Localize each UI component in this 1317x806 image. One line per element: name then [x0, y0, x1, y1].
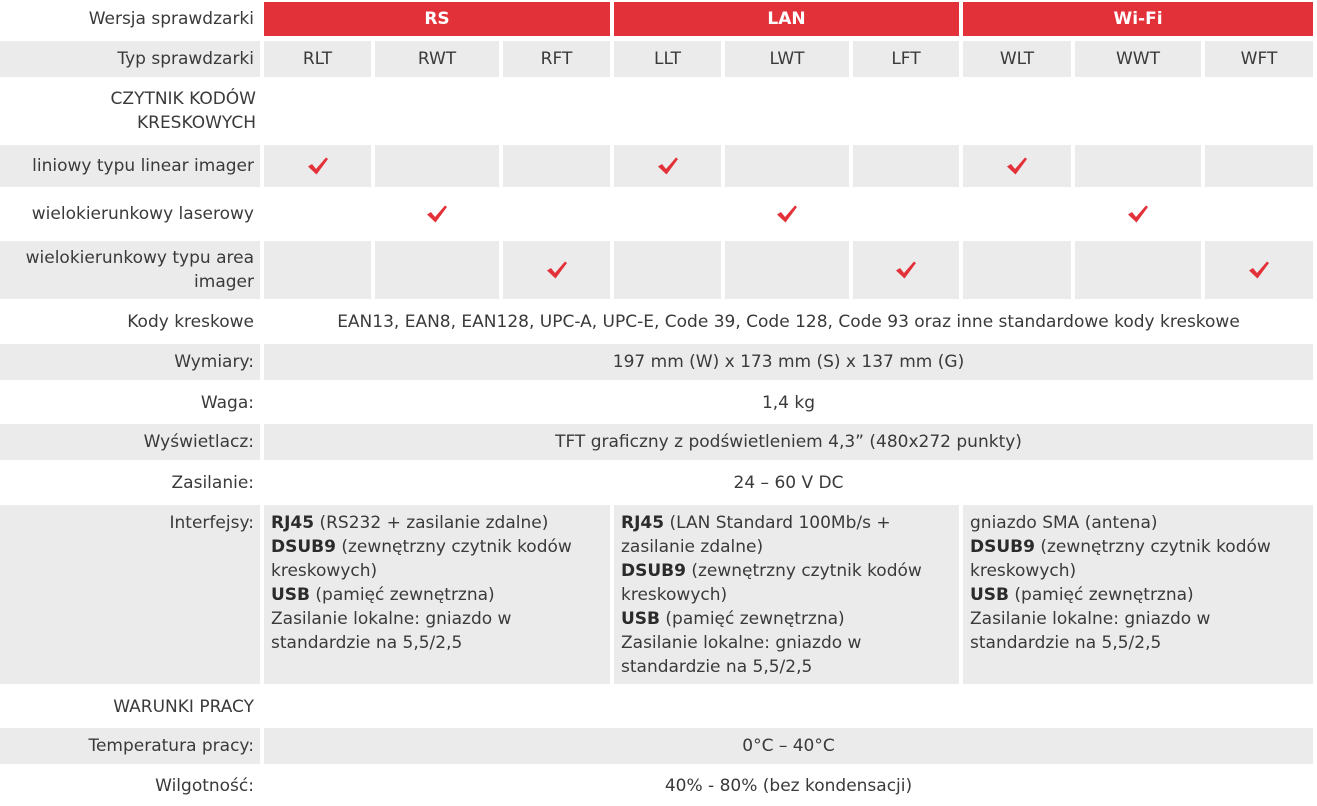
- checkmark-icon: [895, 260, 917, 280]
- section-label-working-conditions: [0, 686, 260, 728]
- support-cell-area: [503, 241, 610, 299]
- iface-usb: [621, 607, 953, 631]
- interfaces-lan: [614, 505, 959, 684]
- iface-antenna: gniazdo SMA (antena): [970, 513, 1158, 533]
- iface-desc: (RS232 + zasilanie zdalne): [314, 513, 549, 533]
- iface-desc: (pamięć zewnętrzna): [1009, 585, 1194, 605]
- version-header-lan: LAN: [614, 2, 959, 36]
- label-text: Interfejsy:: [169, 513, 254, 533]
- iface-desc: (pamięć zewnętrzna): [660, 609, 845, 629]
- value-power: 24 – 60 V DC: [733, 473, 844, 493]
- row-label-humidity: [0, 766, 260, 806]
- support-cell-area: [853, 241, 959, 299]
- label-text: Wilgotność:: [155, 776, 254, 796]
- support-cell-laser: [853, 190, 959, 238]
- label-text: Wyświetlacz:: [143, 432, 254, 452]
- value-dimensions: 197 mm (W) x 173 mm (S) x 137 mm (G): [264, 344, 1313, 380]
- iface-usb: [970, 583, 1307, 607]
- support-cell-area: [725, 241, 849, 299]
- iface-dsub9: [271, 535, 604, 583]
- support-cell-laser: [1075, 190, 1201, 238]
- checkmark-icon: [657, 156, 679, 176]
- row-label-display: [0, 424, 260, 460]
- support-cell-area: [1075, 241, 1201, 299]
- support-cell-linear: [963, 145, 1071, 187]
- iface-name: USB: [621, 609, 661, 629]
- row-label-interfaces: [0, 505, 260, 684]
- value-display: TFT graficzny z podświetleniem 4,3” (480x272 punkty): [264, 424, 1313, 460]
- row-label-barcodes: [0, 302, 260, 342]
- support-cell-laser: [725, 190, 849, 238]
- iface-desc: (zewnętrzny czytnik kodów kreskowych): [621, 561, 922, 605]
- row-label-linear: [0, 145, 260, 187]
- support-cell-laser: [963, 190, 1071, 238]
- iface-name: RJ45: [621, 513, 665, 533]
- checkmark-icon: [307, 156, 329, 176]
- value-temperature: 0°C – 40°C: [264, 728, 1313, 764]
- support-cell-laser: [614, 190, 721, 238]
- row-label-laser: [0, 190, 260, 238]
- type-cell: LWT: [725, 41, 849, 77]
- support-cell-area: [963, 241, 1071, 299]
- type-cell: LFT: [853, 41, 959, 77]
- row-label-area: [0, 241, 260, 299]
- value-humidity: 40% - 80% (bez kondensacji): [664, 776, 913, 796]
- support-cell-area: [1205, 241, 1313, 299]
- interfaces-rs: [264, 505, 610, 684]
- support-cell-area: [375, 241, 499, 299]
- interfaces-wifi: [963, 505, 1313, 684]
- checkmark-icon: [1127, 204, 1149, 224]
- support-cell-laser: [503, 190, 610, 238]
- type-cell: WWT: [1075, 41, 1201, 77]
- row-label-power: [0, 463, 260, 503]
- checkmark-icon: [1248, 260, 1270, 280]
- iface-name: DSUB9: [271, 537, 336, 557]
- iface-local-power: Zasilanie lokalne: gniazdo w standardzie na 5,5/2,5: [271, 609, 512, 653]
- iface-dsub9: [621, 559, 953, 607]
- iface-usb: [271, 583, 604, 607]
- iface-name: USB: [970, 585, 1010, 605]
- row-label-dimensions: [0, 344, 260, 380]
- type-cell: LLT: [614, 41, 721, 77]
- value-barcodes: EAN13, EAN8, EAN128, UPC-A, UPC-E, Code 39, Code 128, Code 93 oraz inne standardowe kody kreskowe: [337, 312, 1240, 332]
- support-cell-area: [264, 241, 371, 299]
- label-text: Typ sprawdzarki: [117, 49, 254, 69]
- support-cell-linear: [1075, 145, 1201, 187]
- label-text: Zasilanie:: [171, 473, 254, 493]
- row-label-version: [0, 0, 260, 38]
- checkmark-icon: [776, 204, 798, 224]
- support-cell-linear: [614, 145, 721, 187]
- support-cell-linear: [725, 145, 849, 187]
- support-cell-area: [614, 241, 721, 299]
- iface-desc: (pamięć zewnętrzna): [310, 585, 495, 605]
- support-cell-laser: [375, 190, 499, 238]
- type-cell: WFT: [1205, 41, 1313, 77]
- label-text: Kody kreskowe: [127, 312, 254, 332]
- version-header-rs: RS: [264, 2, 610, 36]
- row-label-weight: [0, 383, 260, 423]
- type-cell: RLT: [264, 41, 371, 77]
- checkmark-icon: [426, 204, 448, 224]
- iface-local-power: Zasilanie lokalne: gniazdo w standardzie na 5,5/2,5: [970, 609, 1211, 653]
- type-cell: RFT: [503, 41, 610, 77]
- support-cell-linear: [375, 145, 499, 187]
- section-title: CZYTNIK KODÓW KRESKOWYCH: [110, 89, 256, 133]
- iface-name: USB: [271, 585, 311, 605]
- iface-name: DSUB9: [621, 561, 686, 581]
- support-cell-laser: [1205, 190, 1313, 238]
- support-cell-linear: [503, 145, 610, 187]
- label-text: liniowy typu linear imager: [32, 156, 254, 176]
- support-cell-linear: [853, 145, 959, 187]
- iface-name: DSUB9: [970, 537, 1035, 557]
- iface-desc: (zewnętrzny czytnik kodów kreskowych): [271, 537, 572, 581]
- iface-desc: (zewnętrzny czytnik kodów kreskowych): [970, 537, 1271, 581]
- label-text: wielokierunkowy typu area imager: [25, 248, 254, 292]
- row-label-temperature: [0, 728, 260, 764]
- label-text: Wersja sprawdzarki: [88, 9, 254, 29]
- iface-name: RJ45: [271, 513, 315, 533]
- section-label-barcode-reader: [0, 80, 262, 142]
- label-text: Wymiary:: [174, 352, 254, 372]
- support-cell-laser: [264, 190, 371, 238]
- value-weight: 1,4 kg: [761, 393, 816, 413]
- label-text: wielokierunkowy laserowy: [31, 204, 254, 224]
- row-label-type: [0, 41, 260, 77]
- checkmark-icon: [1006, 156, 1028, 176]
- version-header-wifi: Wi-Fi: [963, 2, 1313, 36]
- iface-desc: (LAN Standard 100Mb/s + zasilanie zdalne): [621, 513, 891, 557]
- section-title: WARUNKI PRACY: [113, 697, 254, 717]
- label-text: Waga:: [200, 393, 254, 413]
- support-cell-linear: [264, 145, 371, 187]
- type-cell: RWT: [375, 41, 499, 77]
- checkmark-icon: [546, 260, 568, 280]
- iface-rj45: [271, 511, 604, 535]
- iface-dsub9: [970, 535, 1307, 583]
- iface-rj45: [621, 511, 953, 559]
- iface-local-power: Zasilanie lokalne: gniazdo w standardzie na 5,5/2,5: [621, 633, 862, 677]
- type-cell: WLT: [963, 41, 1071, 77]
- label-text: Temperatura pracy:: [88, 736, 254, 756]
- support-cell-linear: [1205, 145, 1313, 187]
